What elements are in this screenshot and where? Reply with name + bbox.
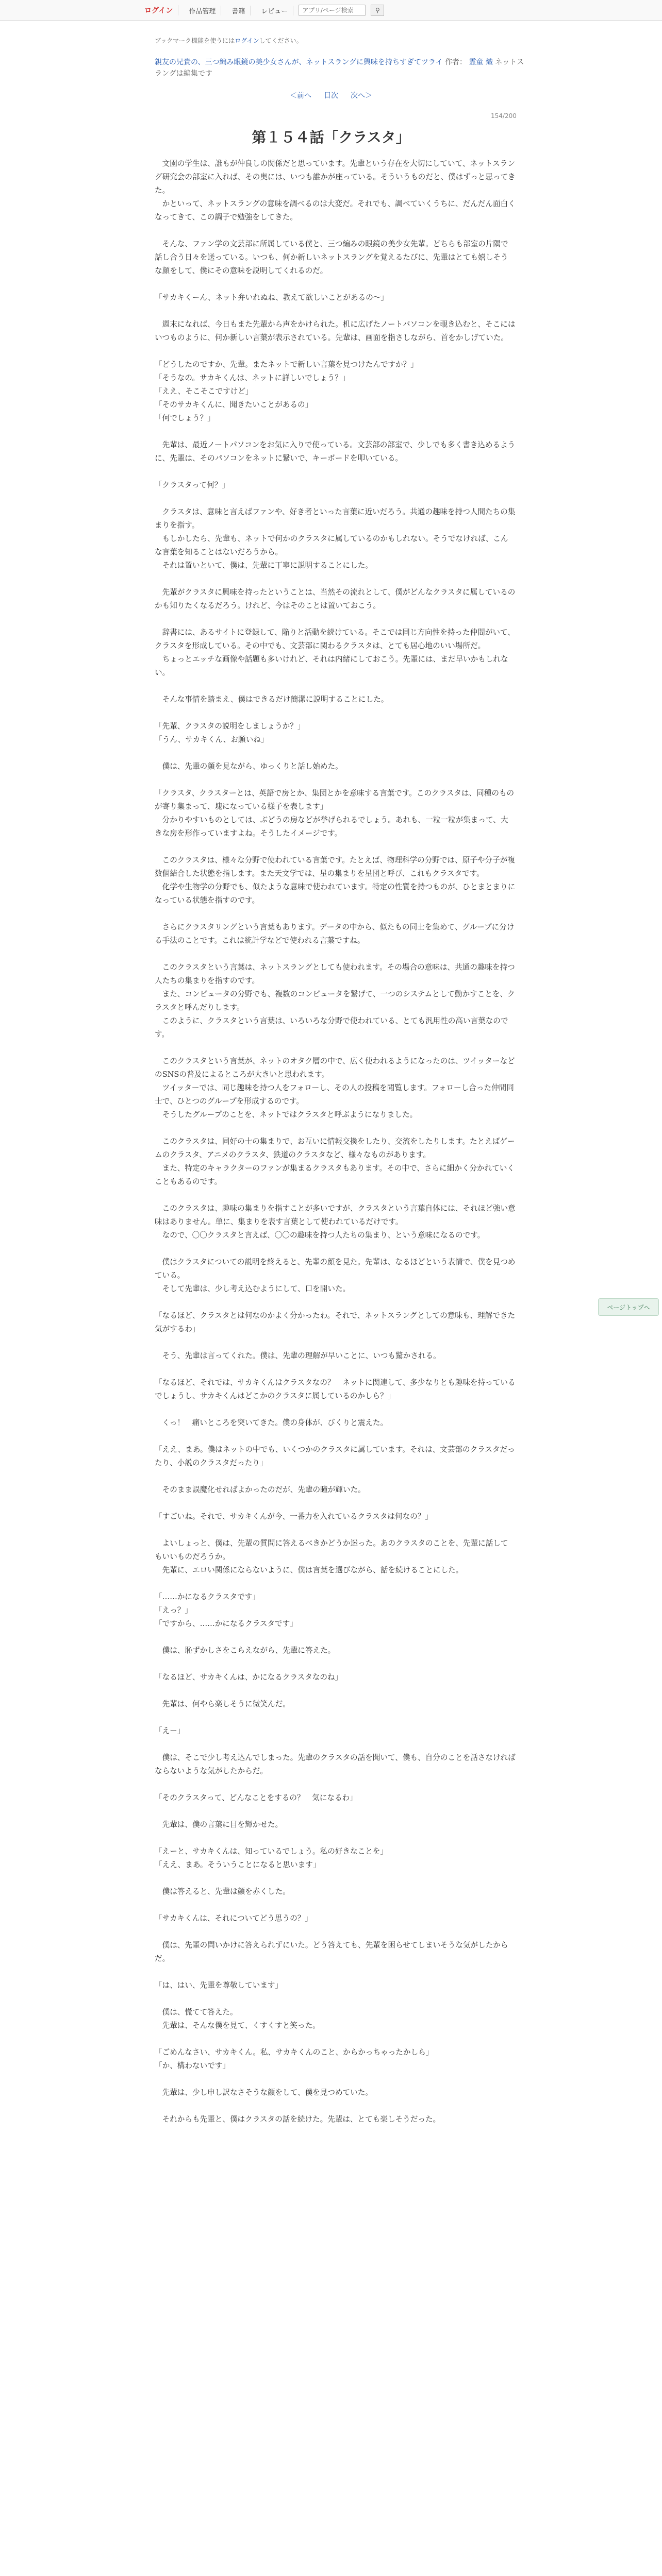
nav-item-works[interactable]: 作品管理 — [184, 6, 221, 15]
page-top-button[interactable]: ページトップへ — [598, 1298, 659, 1316]
paragraph: 「クラスタって何？」 — [155, 481, 229, 489]
paragraph: そのまま誤魔化せればよかったのだが、先輩の瞳が輝いた。 — [155, 1485, 366, 1494]
paragraph: 「そのクラスタって、どんなことをするの？ 気になるわ」 — [155, 1793, 357, 1802]
paragraph: 「そのサカキくんに、聞きたいことがあるの」 — [155, 400, 313, 409]
paragraph-gap — [155, 1497, 516, 1510]
paragraph-gap — [155, 1899, 516, 1912]
top-navbar-inner — [144, 0, 384, 21]
paragraph-gap — [155, 1242, 516, 1256]
paragraph-gap — [155, 304, 516, 318]
top-navbar — [0, 0, 662, 21]
paragraph: そう、先輩は言ってくれた。僕は、先輩の理解が早いことに、いつも驚かされる。 — [155, 1351, 441, 1360]
paragraph-gap — [155, 425, 516, 438]
paragraph: 「どうしたのですか、先輩。またネットで新しい言葉を見つけたんですか？」 — [155, 360, 418, 369]
paragraph: 先輩は、少し申し訳なさそうな顔をして、僕を見つめていた。 — [155, 2088, 373, 2097]
paragraph: よいしょっと、僕は、先輩の質問に答えるべきかどうか迷った。あのクラスタのことを、先輩に話してもいいものだろうか。 — [155, 1539, 508, 1561]
paragraph-gap — [155, 840, 516, 854]
paragraph: このクラスタという言葉が、ネットのオタク層の中で、広く使われるようになったのは、ツイッターなどのSNSの普及によるところが大きいと思われます。 — [155, 1057, 515, 1079]
paragraph-gap — [155, 1041, 516, 1055]
paragraph-gap — [155, 1805, 516, 1818]
paragraph: そんな事情を踏まえ、僕はできるだけ簡潔に説明することにした。 — [155, 695, 389, 704]
paragraph: 僕は、先輩の問いかけに答えられずにいた。どう答えても、先輩を困らせてしまいそうな気がしたからだ。 — [155, 1941, 508, 1963]
paragraph-gap — [155, 1577, 516, 1590]
paragraph: それは置いといて、僕は、先輩に丁寧に説明することにした。 — [155, 561, 373, 570]
paragraph: くっ！ 痛いところを突いてきた。僕の身体が、びくりと震えた。 — [155, 1418, 388, 1427]
paragraph: このクラスタという言葉は、ネットスラングとしても使われます。その場合の意味は、共通の趣味を持つ人たちの集まりを指すのです。 — [155, 963, 515, 985]
index-link[interactable]: 目次 — [324, 92, 338, 100]
notice-prefix: ブックマーク機能を使うには — [155, 37, 235, 44]
paragraph: 化学や生物学の分野でも、似たような意味で使われています。特定の性質を持つものが、ひとまとまりになっている状態を指すのです。 — [155, 883, 516, 905]
paragraph-gap — [155, 465, 516, 479]
paragraph: 「うん、サカキくん、お願いね」 — [155, 735, 269, 744]
paragraph: なので、〇〇クラスタと言えば、〇〇の趣味を持つ人たちの集まり、という意味になるのです。 — [155, 1231, 485, 1240]
paragraph: 「なるほど、それでは、サカキくんはクラスタなの？ ネットに関連して、多少なりとも趣味を持っているでしょうし、サカキくんはどこかのクラスタに属しているのかしら？」 — [155, 1378, 516, 1400]
paragraph-gap — [155, 1631, 516, 1644]
paragraph-gap — [155, 1296, 516, 1309]
paragraph: そうしたグループのことを、ネットではクラスタと呼ぶようになりました。 — [155, 1110, 418, 1119]
notice-suffix: してください。 — [259, 37, 303, 44]
chapter-count: 154/200 — [491, 112, 517, 120]
paragraph-gap — [155, 224, 516, 238]
login-link[interactable]: ログイン — [144, 5, 178, 15]
paragraph: それからも先輩と、僕はクラスタの話を続けた。先輩は、とても楽しそうだった。 — [155, 2115, 441, 2124]
paragraph-gap — [155, 907, 516, 921]
paragraph-gap — [155, 1363, 516, 1376]
search-input[interactable] — [299, 5, 366, 16]
novel-body — [155, 157, 516, 2126]
paragraph: 分かりやすいものとしては、ぶどうの房などが挙げられるでしょう。あれも、一粒一粒が集まって、大きな房を形作っていますよね。そうしたイメージです。 — [155, 816, 508, 838]
paragraph-gap — [155, 773, 516, 787]
work-header — [155, 57, 526, 79]
paragraph: 先輩は、何やら楽しそうに微笑んだ。 — [155, 1700, 290, 1708]
work-title-link[interactable]: 親友の兄貴の、三つ編み眼鏡の美少女さんが、ネットスラングに興味を持ちすぎてツライ — [155, 58, 443, 66]
paragraph: そして先輩は、少し考え込むようにして、口を開いた。 — [155, 1284, 351, 1293]
paragraph: 先輩は、最近ノートパソコンをお気に入りで使っている。文芸部の部室で、少しでも多く書き込めるように、先輩は、そのパソコンをネットに繋いで、キーボードを叩いている。 — [155, 440, 516, 463]
paragraph: 「サカキくんは、それについてどう思うの？」 — [155, 1914, 312, 1923]
paragraph: 「サカキくーん、ネット弁いれぬね、教えて欲しいことがあるの～」 — [155, 293, 388, 302]
paragraph-gap — [155, 1403, 516, 1416]
chapter-title: 第１５４話「クラスタ」 — [252, 129, 410, 146]
paragraph: 僕は、恥ずかしさをこらえながら、先輩に答えた。 — [155, 1646, 336, 1655]
bookmark-notice — [155, 36, 303, 45]
paragraph: 僕は、そこで少し考え込んでしまった。先輩のクラスタの話を聞いて、僕も、自分のことを話さなければならないような気がしたからだ。 — [155, 1753, 516, 1775]
paragraph-gap — [155, 613, 516, 626]
paragraph-gap — [155, 1832, 516, 1845]
paragraph: 「ごめんなさい、サカキくん。私、サカキくんのこと、からかっちゃったかしら」 — [155, 2048, 434, 2057]
author-label: 作者： — [445, 58, 467, 66]
notice-login-link[interactable]: ログイン — [235, 37, 259, 44]
paragraph-gap — [155, 1778, 516, 1791]
paragraph-gap — [155, 1872, 516, 1885]
nav-item-reviews[interactable]: レビュー — [256, 6, 293, 15]
paragraph: クラスタは、意味と言えばファンや、好き者といった言葉に近いだろう。共通の趣味を持つ人間たちの集まりを指す。 — [155, 507, 516, 530]
paragraph-gap — [155, 1992, 516, 2006]
paragraph: このクラスタは、趣味の集まりを指すことが多いですが、クラスタという言葉自体には、それほど強い意味はありません。単に、集まりを表す言葉として使われているだけです。 — [155, 1204, 516, 1226]
paragraph-gap — [155, 1965, 516, 1979]
paragraph: 「ええ、まあ。そういうことになると思います」 — [155, 1860, 321, 1869]
paragraph: 「先輩、クラスタの説明をしましょうか？」 — [155, 722, 305, 731]
author-link[interactable]: 霊童 熾 — [469, 58, 493, 66]
paragraph-gap — [155, 572, 516, 586]
paragraph: そんな、ファン学の文芸部に所属している僕と、三つ編みの眼鏡の美少女先輩。どちらも部室の片隅で話し合う日々を送っている。いつも、何か新しいネットスラングを覚えるたびに、先輩はとても嬉しそうな顔をして、僕にその意味を説明してくれるのだ。 — [155, 240, 508, 275]
paragraph-gap — [155, 2099, 516, 2113]
paragraph: 「えー」 — [155, 1726, 185, 1735]
paragraph-gap — [155, 680, 516, 693]
chapter-pager — [0, 90, 662, 100]
paragraph: さらにクラスタリングという言葉もあります。データの中から、似たもの同士を集めて、グループに分ける手法のことです。これは統計学などで使われる言葉ですね。 — [155, 923, 515, 945]
paragraph-gap — [155, 1684, 516, 1698]
paragraph: 辞書には、あるサイトに登録して、陥りと活動を続けている。そこでは同じ方向性を持った仲間がいて、クラスタを形成している。その中でも、文芸部に関わるクラスタは、とても居心地のいい場所だ。 — [155, 628, 515, 650]
paragraph: 「えーと、サカキくんは、知っているでしょう。私の好きなことを」 — [155, 1847, 388, 1856]
paragraph: 「なるほど、サカキくんは、かになるクラスタなのね」 — [155, 1673, 343, 1682]
paragraph-gap — [155, 1336, 516, 1349]
paragraph-gap — [155, 1925, 516, 1939]
paragraph: 「そうなの。サカキくんは、ネットに詳しいでしょう？」 — [155, 374, 350, 382]
paragraph-gap — [155, 1470, 516, 1483]
paragraph: もしかしたら、先輩も、ネットで何かのクラスタに属しているのかもしれない。そうでなければ、こんな言葉を知ることはないだろうから。 — [155, 534, 508, 556]
paragraph-gap — [155, 1122, 516, 1135]
paragraph: 僕は、慌てて答えた。 — [155, 2008, 238, 2016]
paragraph: 僕は答えると、先輩は顔を赤くした。 — [155, 1887, 290, 1896]
paragraph: かといって、ネットスラングの意味を調べるのは大変だ。それでも、調べていくうちに、だんだん面白くなってきて、この調子で勉強をしてきた。 — [155, 199, 516, 222]
paragraph-gap — [155, 1711, 516, 1724]
paragraph: このように、クラスタという言葉は、いろいろな分野で使われている、とても汎用性の高い言葉なのです。 — [155, 1016, 508, 1039]
paragraph: 文園の学生は、誰もが仲良しの関係だと思っています。先輩という存在を大切にしていて、ネットスラング研究会の部室に入れば、その奥には、いつも誰かが座っている。そういうものだと、僕はずっと思ってきた。 — [155, 159, 516, 195]
paragraph-gap — [155, 747, 516, 760]
paragraph: このクラスタは、同好の士の集まりで、お互いに情報交換をしたり、交流をしたりします。たとえばゲームのクラスタ、アニメのクラスタ、鉄道のクラスタなど、様々なものがあります。 — [155, 1137, 515, 1159]
paragraph-gap — [155, 1738, 516, 1751]
nav-item-books[interactable]: 書籍 — [226, 6, 251, 15]
paragraph: 「ええ、まあ。僕はネットの中でも、いくつかのクラスタに属しています。それは、文芸部のクラスタだったり、小説のクラスタだったり」 — [155, 1445, 515, 1467]
paragraph-gap — [155, 1657, 516, 1671]
paragraph: 先輩に、エロい関係にならないように、僕は言葉を選びながら、話を続けることにした。 — [155, 1566, 464, 1574]
paragraph-gap — [155, 1523, 516, 1537]
paragraph-gap — [155, 2032, 516, 2046]
paragraph-gap — [155, 1430, 516, 1443]
series-name: ネットスラングは編集です — [155, 58, 524, 78]
paragraph-gap — [155, 706, 516, 720]
paragraph: 僕は、先輩の顔を見ながら、ゆっくりと話し始めた。 — [155, 762, 343, 771]
paragraph-gap — [155, 492, 516, 505]
paragraph: 「は、はい、先輩を尊敬しています」 — [155, 1981, 283, 1990]
paragraph: 「すごいね。それで、サカキくんが今、一番力を入れているクラスタは何なの？」 — [155, 1512, 433, 1521]
next-chapter-link[interactable]: 次へ＞ — [351, 92, 372, 100]
paragraph: 先輩は、僕の言葉に目を輝かせた。 — [155, 1820, 283, 1829]
paragraph: ちょっとエッチな画像や話題も多いけれど、それは内緒にしておこう。先輩には、まだ早いかもしれない。 — [155, 655, 508, 677]
paragraph-gap — [155, 947, 516, 961]
paragraph: 「なるほど、クラスタとは何なのかよく分かったわ。それで、ネットスラングとしての意味も、理解できた気がするわ」 — [155, 1311, 516, 1333]
paragraph: 「ですから、……かになるクラスタです」 — [155, 1619, 297, 1628]
prev-chapter-link[interactable]: ＜前へ — [290, 92, 311, 100]
paragraph: 週末になれば、今日もまた先輩から声をかけられた。机に広げたノートパソコンを覗き込むと、そこにはいつものように、何か新しい言葉が表示されている。先輩は、画面を指さしながら、首をかしげていた。 — [155, 320, 516, 342]
paragraph: 「えっ？」 — [155, 1606, 192, 1615]
paragraph: ツイッターでは、同じ趣味を持つ人をフォローし、その人の投稿を閲覧します。フォローし合った仲間同士で、ひとつのグループを形成するのです。 — [155, 1083, 514, 1106]
paragraph: 先輩がクラスタに興味を持ったということは、当然その流れとして、僕がどんなクラスタに属しているのかも知りたくなるだろう。けれど、今はそのことは置いておこう。 — [155, 588, 516, 610]
paragraph: 「クラスタ、クラスターとは、英語で房とか、集団とかを意味する言葉です。このクラスタは、同種のものが寄り集まって、塊になっている様子を表します」 — [155, 789, 515, 811]
paragraph-gap — [155, 345, 516, 358]
search-icon[interactable]: ⚲ — [371, 5, 384, 16]
paragraph-gap — [155, 278, 516, 291]
paragraph-gap — [155, 1189, 516, 1202]
paragraph: 「ええ、そこそこですけど」 — [155, 387, 253, 396]
paragraph: 「……かになるクラスタです」 — [155, 1592, 260, 1601]
paragraph: 「何でしょう？」 — [155, 414, 215, 422]
paragraph: また、コンピュータの分野でも、複数のコンピュータを繋げて、一つのシステムとして動かすことを、クラスタと呼んだりします。 — [155, 990, 515, 1012]
paragraph: 先輩は、そんな僕を見て、くすくすと笑った。 — [155, 2021, 320, 2030]
paragraph: 僕はクラスタについての説明を終えると、先輩の顔を見た。先輩は、なるほどという表情で、僕を見つめている。 — [155, 1258, 516, 1280]
paragraph-gap — [155, 2073, 516, 2086]
paragraph: 「か、構わないです」 — [155, 2061, 230, 2070]
paragraph: また、特定のキャラクターのファンが集まるクラスタもあります。その中で、さらに細かく分かれていくこともあるのです。 — [155, 1164, 515, 1186]
paragraph: このクラスタは、様々な分野で使われている言葉です。たとえば、物理科学の分野では、原子や分子が複数個結合した状態を指します。また天文学では、星の集まりを星団と呼び、これもクラスタです。 — [155, 856, 515, 878]
